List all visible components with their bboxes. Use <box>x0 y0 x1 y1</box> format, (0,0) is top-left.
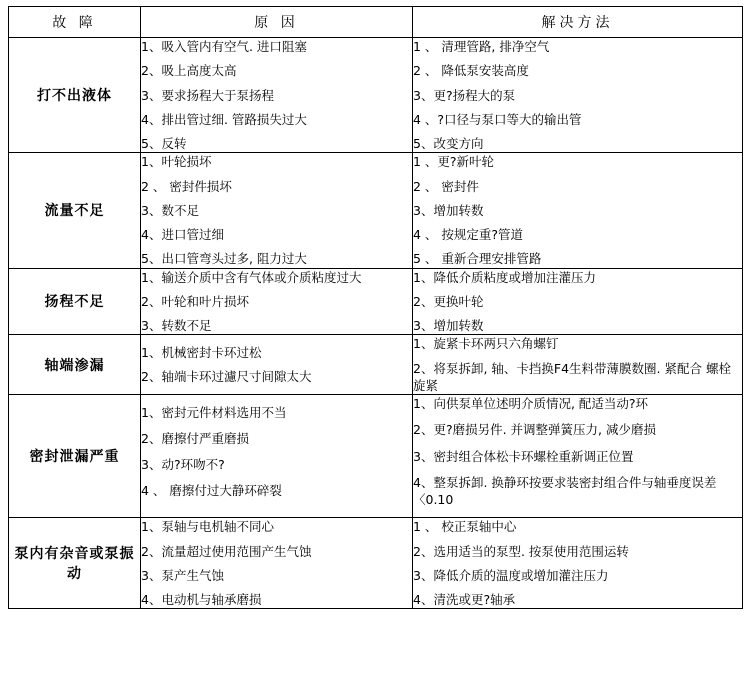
list-item: 1、叶轮损坏 <box>141 154 212 170</box>
list-item: 1 、 校正泵轴中心 <box>413 519 517 535</box>
table-row <box>9 518 743 609</box>
list-item: 3、动?环吻不? <box>141 457 225 473</box>
fault-cause-solution-table <box>8 6 743 609</box>
list-item: 3、数不足 <box>141 202 199 218</box>
list-item: 2 、 降低泵安装高度 <box>413 63 529 79</box>
list-item: 1、输送介质中含有气体或介质粘度过大 <box>141 269 362 285</box>
list-item: 3、转数不足 <box>141 318 212 333</box>
list-item: 4 、?口径与泵口等大的输出管 <box>413 111 582 127</box>
cause-cell <box>141 153 413 268</box>
list-item: 2、流量超过使用范围产生气蚀 <box>141 543 312 559</box>
cause-cell <box>141 395 413 518</box>
list-item: 4、整泵拆卸. 换静环按要求装密封组合件与轴垂度误差〈0.10 <box>413 474 717 507</box>
list-item: 5、反转 <box>141 136 187 151</box>
list-item: 3、增加转数 <box>413 318 484 333</box>
table-row <box>9 335 743 395</box>
list-item: 2 、 密封件 <box>413 178 479 194</box>
header-cause: 原 因 <box>141 7 413 38</box>
table-row <box>9 268 743 335</box>
list-item: 4 、 按规定重?管道 <box>413 227 524 242</box>
cause-list <box>141 153 412 267</box>
header-fault: 故 障 <box>9 7 141 38</box>
cause-list <box>141 38 412 152</box>
cause-cell <box>141 335 413 395</box>
list-item: 1、机械密封卡环过松 <box>141 344 262 360</box>
solution-cell <box>413 153 743 268</box>
list-item: 5 、 重新合理安排管路 <box>413 251 542 267</box>
list-item: 4、电动机与轴承磨损 <box>141 592 262 607</box>
list-item: 3、要求扬程大于泵扬程 <box>141 87 274 103</box>
list-item: 2、选用适当的泵型. 按泵使用范围运转 <box>413 543 629 559</box>
fault-label: 打不出液体 <box>9 38 141 153</box>
solution-cell <box>413 38 743 153</box>
solution-cell <box>413 518 743 609</box>
solution-list <box>413 335 742 394</box>
list-item: 5、出口管弯头过多, 阻力过大 <box>141 251 307 267</box>
solution-list <box>413 153 742 267</box>
list-item: 3、更?扬程大的泵 <box>413 87 516 103</box>
solution-cell <box>413 335 743 395</box>
list-item: 2、轴端卡环过濾尺寸间隙太大 <box>141 369 312 385</box>
cause-list <box>141 344 412 386</box>
table-row <box>9 153 743 268</box>
list-item: 2、更?磨损另件. 并调整弹簧压力, 减少磨损 <box>413 422 656 438</box>
list-item: 4、进口管过细 <box>141 227 224 242</box>
table-row <box>9 395 743 518</box>
list-item: 3、密封组合体松卡环螺栓重新调正位置 <box>413 448 634 464</box>
list-item: 2、磨擦付严重磨损 <box>141 430 249 446</box>
list-item: 1、泵轴与电机轴不同心 <box>141 519 274 535</box>
cause-list <box>141 518 412 608</box>
fault-label: 扬程不足 <box>9 268 141 335</box>
solution-list <box>413 269 742 335</box>
list-item: 2 、 密封件损坏 <box>141 178 232 194</box>
header-solution: 解决方法 <box>413 7 743 38</box>
solution-list <box>413 518 742 608</box>
list-item: 2、叶轮和叶片损坏 <box>141 293 249 309</box>
solution-list <box>413 395 742 508</box>
table-row <box>9 38 743 153</box>
fault-label: 密封泄漏严重 <box>9 395 141 518</box>
list-item: 2、将泵拆卸, 轴、卡挡换F4生料带薄膜数圈. 紧配合 螺栓旋紧 <box>413 360 731 393</box>
list-item: 2、更换叶轮 <box>413 293 484 309</box>
fault-label: 泵内有杂音或泵振动 <box>9 518 141 609</box>
list-item: 1、密封元件材料选用不当 <box>141 404 287 420</box>
header-row <box>9 7 743 38</box>
list-item: 4、清洗或更?轴承 <box>413 592 516 607</box>
solution-list <box>413 38 742 152</box>
list-item: 4、排出管过细. 管路损失过大 <box>141 111 307 127</box>
fault-label: 轴端渗漏 <box>9 335 141 395</box>
cause-list <box>141 269 412 335</box>
list-item: 2、吸上高度太高 <box>141 63 237 79</box>
solution-cell <box>413 268 743 335</box>
cause-cell <box>141 268 413 335</box>
list-item: 1、降低介质粘度或增加注灌压力 <box>413 269 596 285</box>
cause-cell <box>141 38 413 153</box>
list-item: 1、旋紧卡环两只六角螺钉 <box>413 336 559 352</box>
list-item: 3、增加转数 <box>413 202 484 218</box>
list-item: 3、泵产生气蚀 <box>141 567 224 583</box>
list-item: 1、向供泵单位述明介质情况, 配适当动?环 <box>413 396 649 411</box>
table-header <box>9 7 743 38</box>
list-item: 1 、更?新叶轮 <box>413 154 495 170</box>
list-item: 4 、 磨擦付过大静环碎裂 <box>141 483 282 499</box>
list-item: 1 、 清理管路, 排净空气 <box>413 39 550 54</box>
list-item: 1、吸入管内有空气. 进口阻塞 <box>141 39 307 54</box>
cause-list <box>141 404 412 500</box>
list-item: 3、降低介质的温度或增加灌注压力 <box>413 567 609 583</box>
table-body <box>9 38 743 609</box>
solution-cell <box>413 395 743 518</box>
list-item: 5、改变方向 <box>413 136 484 151</box>
cause-cell <box>141 518 413 609</box>
fault-label: 流量不足 <box>9 153 141 268</box>
